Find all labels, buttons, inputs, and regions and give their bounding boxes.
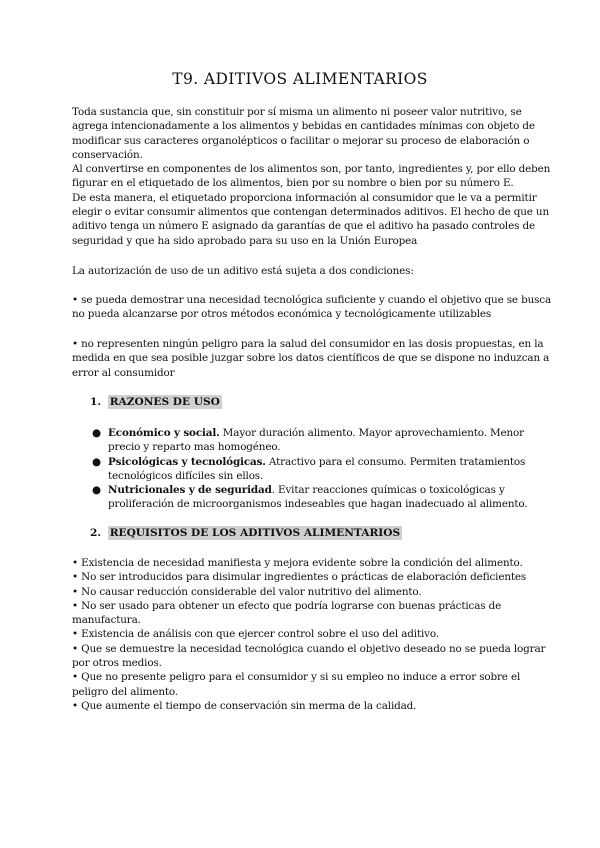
list-item <box>72 599 528 628</box>
section-1-title: RAZONES DE USO <box>109 396 220 408</box>
list-item-line: proliferación de microorganismos indeseables que hagan inadecuado al alimento. <box>108 498 528 511</box>
list-item <box>72 642 546 671</box>
list-item-line: • No ser usado para obtener un efecto que podría lograrse con buenas prácticas de <box>72 599 502 612</box>
list-item <box>92 483 532 512</box>
condition-1-line: no pueda alcanzarse por otros métodos económica y tecnológicamente utilizables <box>72 308 492 321</box>
list-item <box>92 455 532 484</box>
bullet-icon: ● <box>92 427 101 439</box>
bullet-icon: ● <box>92 484 101 497</box>
intro-line: agrega intencionadamente a los alimentos y bebidas en cantidades mínimas con objeto de <box>72 120 535 133</box>
authorization-text <box>72 264 528 278</box>
list-item-line <box>108 426 532 440</box>
list-item-line: manufactura. <box>72 614 141 627</box>
list-item-line <box>108 455 532 469</box>
list-item-lead: Psicológicas y tecnológicas. <box>108 455 266 468</box>
list-item-line: • Que aumente el tiempo de conservación sin merma de la calidad. <box>72 699 417 712</box>
section-2-number: 2. <box>90 527 102 539</box>
authorization-line: La autorización de uso de un aditivo está sujeta a dos condiciones: <box>72 265 414 277</box>
list-item <box>72 627 528 641</box>
intro-paragraph <box>72 105 551 248</box>
condition-1 <box>72 293 552 322</box>
section-1-heading <box>90 396 222 408</box>
section-1-number: 1. <box>90 396 102 408</box>
list-item-line: • No causar reducción considerable del valor nutritivo del alimento. <box>72 585 422 598</box>
requirements-list <box>72 556 546 713</box>
list-item-text: Mayor duración alimento. Mayor aprovechamiento. Menor <box>219 427 524 439</box>
bullet-icon: ● <box>92 455 101 468</box>
list-item-lead: Económico y social. <box>108 427 220 439</box>
list-item-line: • Que se demuestre la necesidad tecnológica cuando el objetivo deseado no se pueda lograr <box>72 642 546 655</box>
list-item-line: • Existencia de análisis con que ejercer control sobre el uso del aditivo. <box>72 628 439 641</box>
condition-1-line: • se pueda demostrar una necesidad tecnológica suficiente y cuando el objetivo que se busca <box>72 294 552 306</box>
condition-2-line: • no representen ningún peligro para la salud del consumidor en las dosis propuestas, en la <box>72 338 544 350</box>
intro-line: aditivo tenga un número E asignado da garantías de que el aditivo ha pasado controles de <box>72 220 535 233</box>
page-title: T9. ADITIVOS ALIMENTARIOS <box>172 70 428 88</box>
list-item <box>72 585 528 599</box>
list-item-line: precio y reparto mas homogéneo. <box>108 441 281 454</box>
section-2-heading <box>90 527 402 539</box>
intro-line: Al convertirse en componentes de los alimentos son, por tanto, ingredientes y, por ello deben <box>72 163 551 176</box>
intro-line: conservación. <box>72 148 143 161</box>
list-item-line: • Que no presente peligro para el consumidor y si su empleo no induce a error sobre el <box>72 671 521 684</box>
condition-2 <box>72 337 550 380</box>
section-2-title: REQUISITOS DE LOS ADITIVOS ALIMENTARIOS <box>109 527 401 539</box>
list-item-line: tecnológicos difíciles sin ellos. <box>108 469 264 482</box>
intro-line: elegir o evitar consumir alimentos que contengan determinados aditivos. El hecho de que un <box>72 206 550 219</box>
list-item-text: Atractivo para el consumo. Permiten tratamientos <box>265 455 526 468</box>
intro-line: De esta manera, el etiquetado proporciona información al consumidor que le va a permitir <box>72 191 537 204</box>
list-item <box>72 556 528 570</box>
condition-2-line: error al consumidor <box>72 366 175 379</box>
condition-2-line: medida en que sea posible juzgar sobre los datos científicos de que se dispone no induzcan a <box>72 352 550 365</box>
intro-line: modificar sus caracteres organolépticos o facilitar o mejorar su proceso de elaboración o <box>72 134 530 147</box>
list-item-lead: Nutricionales y de seguridad <box>108 484 272 497</box>
list-item <box>92 426 532 455</box>
list-item <box>72 699 528 713</box>
list-item-text: . Evitar reacciones químicas o toxicológicas y <box>271 484 505 497</box>
list-item-line <box>108 483 532 497</box>
intro-line: Toda sustancia que, sin constituir por sí misma un alimento ni poseer valor nutritivo, se <box>72 106 522 118</box>
list-item-line: peligro del alimento. <box>72 685 178 698</box>
list-item-line: por otros medios. <box>72 657 162 670</box>
reasons-list <box>92 426 532 512</box>
list-item <box>72 670 528 699</box>
list-item-line: • Existencia de necesidad manifiesta y mejora evidente sobre la condición del alimento. <box>72 557 523 569</box>
list-item-line: • No ser introducidos para disimular ingredientes o prácticas de elaboración deficientes <box>72 571 527 584</box>
list-item <box>72 570 528 584</box>
intro-line: seguridad y que ha sido aprobado para su uso en la Unión Europea <box>72 234 418 247</box>
intro-line: figurar en el etiquetado de los alimentos, bien por su nombre o bien por su número E. <box>72 177 514 190</box>
